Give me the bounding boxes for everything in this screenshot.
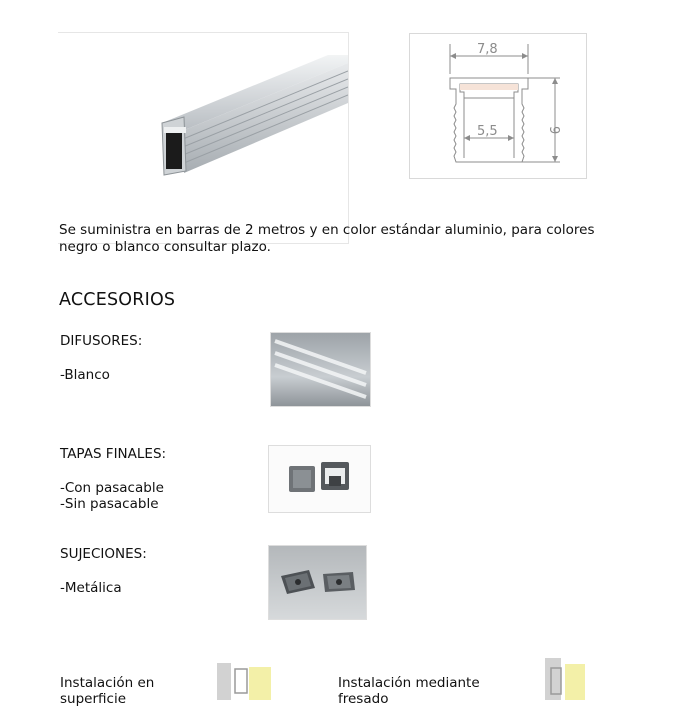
sujeciones-option: -Metálica [60,580,122,596]
intro-line-1: Se suministra en barras de 2 metros y en color estándar aluminio, para colores [59,222,595,238]
tapas-option-2: -Sin pasacable [60,496,159,512]
install-surface-line-1: Instalación en [60,675,155,691]
diffuser-strips-image [271,333,370,406]
height-dimension-label: 9 [546,126,561,135]
width-dimension-label: 7,8 [477,42,498,57]
tapas-image [268,445,371,513]
tapas-option-1: -Con pasacable [60,480,164,496]
inner-dimension-label: 5,5 [477,124,498,139]
difusores-image [270,332,371,407]
install-milled-line-1: Instalación mediante [338,675,480,691]
difusores-option: -Blanco [60,367,110,383]
accessories-heading: ACCESORIOS [59,290,176,310]
install-surface-image [217,663,271,700]
end-caps-image [269,446,370,512]
milled-install-diagram [545,658,587,700]
metal-clips-image [269,546,366,619]
install-milled-image [545,658,587,700]
tapas-title: TAPAS FINALES: [60,446,167,462]
sujeciones-title: SUJECIONES: [60,546,147,562]
sujeciones-image [268,545,367,620]
surface-install-diagram [217,663,271,700]
install-surface-line-2: superficie [60,691,126,707]
aluminium-profile-image [58,33,348,243]
intro-line-2: negro o blanco consultar plazo. [59,239,271,255]
technical-drawing [409,33,587,179]
profile-photo [58,32,349,244]
difusores-title: DIFUSORES: [60,333,143,349]
cross-section-diagram [410,34,586,178]
install-milled-line-2: fresado [338,691,389,707]
